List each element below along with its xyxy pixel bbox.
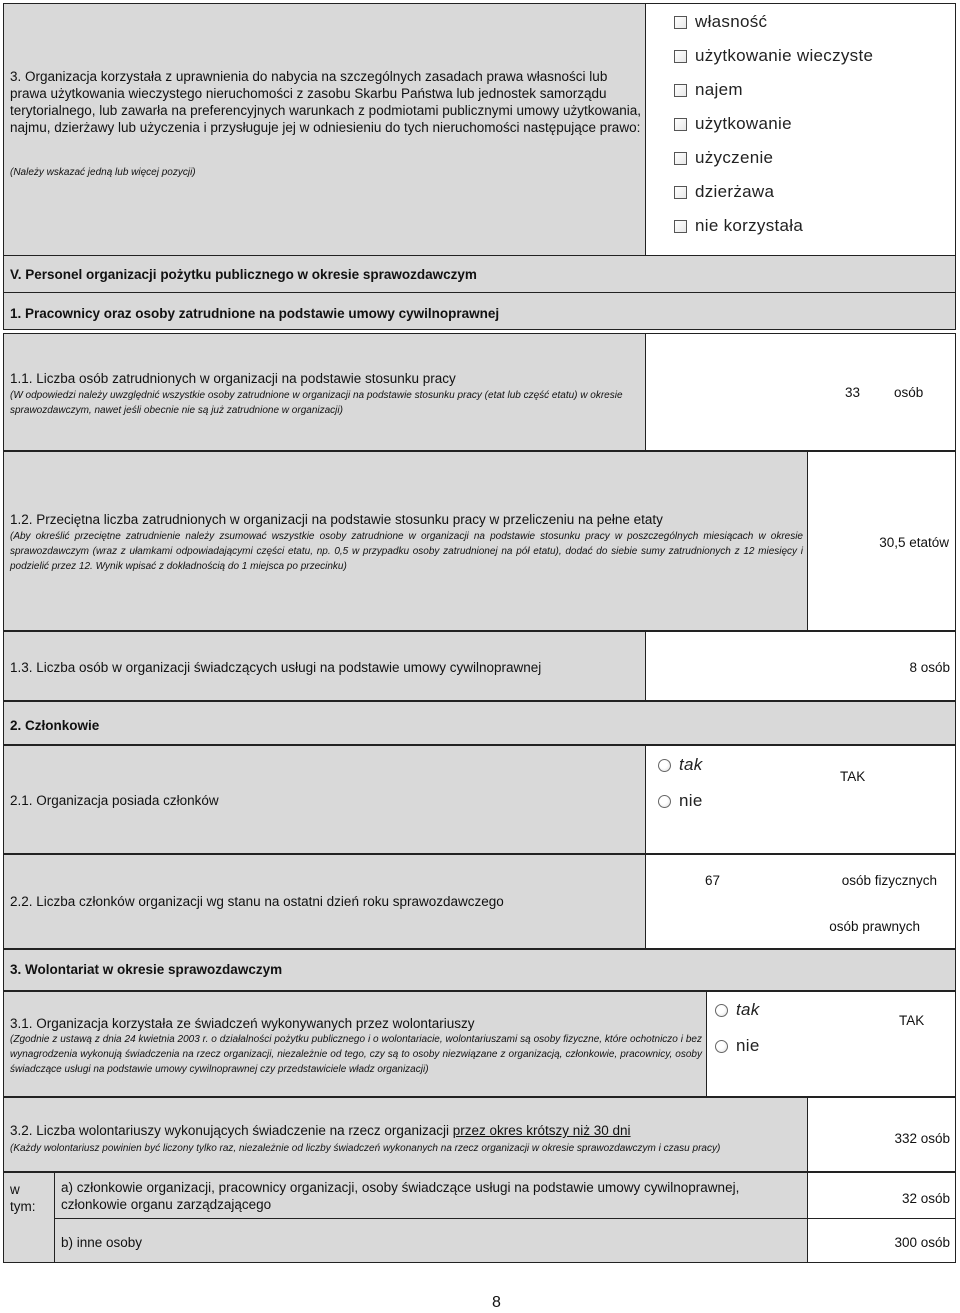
q31-box [3,991,707,1097]
q13-box [3,631,646,701]
q32-b-answer-box [807,1218,956,1263]
sec-v2-header [3,701,956,745]
q32-answer-box [807,1097,956,1172]
q32-a-value[interactable]: 32 osób [901,1191,950,1206]
q32-box [3,1097,808,1172]
q11-box [3,333,646,451]
sec-iv3-options-box [645,3,956,256]
option-najem[interactable]: najem [674,80,743,100]
q31-option-yes[interactable]: tak [715,1000,760,1020]
radio-icon[interactable] [658,795,671,808]
q12-note: (Aby określić przeciętne zatrudnienie należy zsumować wszystkie osoby zatrudnione w organizacji na podstawie stosunku pracy w poszczególnych miesiącach w okresie sprawozdawczym (wraz z ułamkami odpowiadającymi części etatu, np. 0,5 w przypadku osoby zatrudnionej na pół etatu), dodać do siebie sumy zatrudnionych z 12 miesięcy i podzielić przez 12. Wynik wpisać z dokładnością do 1 miejsca po przecinku) [10,531,803,572]
q32-label: 3.2. Liczba wolontariuszy wykonujących świadczenie na rzecz organizacji przez okres krótszy niż 30 dni [10,1123,631,1138]
q22-label: 2.2. Liczba członków organizacji wg stanu na ostatni dzień roku sprawozdawczego [10,894,504,909]
sec-v-header [3,255,956,293]
option-uzyczenie[interactable]: użyczenie [674,148,773,168]
q22-box [3,854,646,949]
option-dzierzawa[interactable]: dzierżawa [674,182,774,202]
radio-icon[interactable] [715,1040,728,1053]
checkbox-icon[interactable] [674,220,687,233]
q21-answer-box [645,745,956,854]
radio-icon[interactable] [715,1004,728,1017]
page-number: 8 [492,1294,501,1311]
sec-v1-title: 1. Pracownicy oraz osoby zatrudnione na podstawie umowy cywilnoprawnej [10,306,500,321]
radio-icon[interactable] [658,759,671,772]
q32-note: (Każdy wolontariusz powinien być liczony tylko raz, niezależnie od liczby świadczeń wykonanych na rzecz organizacji w okresie sprawozdawczym i czasu pracy) [10,1143,721,1154]
checkbox-icon[interactable] [674,118,687,131]
sec-v2-title: 2. Członkowie [10,718,100,733]
sec-iv3-question: 3. Organizacja korzystała z uprawnienia do nabycia na szczególnych zasadach prawa własności lub prawa użytkowania wieczystego nieruchomości z zasobu Skarbu Państwa lub jednostek samorządu terytorialnego, lub zawarła na preferencyjnych warunkach z podmiotami publicznymi umowy użytkowania, najmu, dzierżawy lub użyczenia i przysługuje jej w odniesieniu do tych nieruchomości następujące prawo: [10,69,642,135]
checkbox-icon[interactable] [674,50,687,63]
option-nie-korzystala[interactable]: nie korzystała [674,216,803,236]
checkbox-icon[interactable] [674,152,687,165]
option-wlasnosc[interactable]: własność [674,12,767,32]
checkbox-icon[interactable] [674,16,687,29]
q32-b-label: b) inne osoby [61,1235,143,1250]
q11-value[interactable]: 33 [845,385,861,400]
checkbox-icon[interactable] [674,186,687,199]
sec-v-title: V. Personel organizacji pożytku publicznego w okresie sprawozdawczym [10,267,477,282]
q12-answer-box [807,451,956,631]
q12-value[interactable]: 30,5 etatów [879,535,949,550]
q11-unit: osób [894,385,924,400]
q22-unit-legal: osób prawnych [829,919,920,934]
q11-note: (W odpowiedzi należy uwzględnić wszystkie osoby zatrudnione w organizacji na podstawie stosunku pracy (etat lub część etatu) w okresie sprawozdawczym, nawet jeśli obecnie nie są już zatrudnione w organizacji) [10,390,623,416]
q13-answer-box [645,631,956,701]
q11-label: 1.1. Liczba osób zatrudnionych w organizacji na podstawie stosunku pracy [10,371,456,386]
sec-iv3-note: (Należy wskazać jedną lub więcej pozycji) [10,167,196,178]
option-uzytkowanie-wieczyste[interactable]: użytkowanie wieczyste [674,46,873,66]
q32-value[interactable]: 332 osób [894,1131,950,1146]
q32-wtym-label: w tym: [10,1182,36,1214]
q32-wtym-box [3,1172,55,1263]
q31-answer-box [706,991,956,1097]
q32-b-box [54,1218,808,1263]
sec-iv3-question-box [3,3,646,256]
q21-option-no[interactable]: nie [658,791,703,811]
q13-value[interactable]: 8 osób [909,660,950,675]
q11-answer-box [645,333,956,451]
q13-label: 1.3. Liczba osób w organizacji świadczących usługi na podstawie umowy cywilnoprawnej [10,660,542,675]
sec-v3-title: 3. Wolontariat w okresie sprawozdawczym [10,962,283,977]
q21-label: 2.1. Organizacja posiada członków [10,793,219,808]
q31-note: (Zgodnie z ustawą z dnia 24 kwietnia 2003 r. o działalności pożytku publicznego i o wolontariacie, wolontariuszami są osoby fizyczne, które ochotniczo i bez wynagrodzenia wykonują świadczenia na rzecz organizacji, niezależnie od tego, czy są to osoby niezwiązane z organizacją, członkowie, pracownicy, osoby świadczące usługi na podstawie umowy cywilnoprawnej czy przedstawiciele władz organizacji) [10,1034,702,1075]
sec-v3-header [3,949,956,991]
q21-value[interactable]: TAK [840,769,866,784]
q22-unit-natural: osób fizycznych [841,873,937,888]
q22-value[interactable]: 67 [705,873,721,888]
q21-box [3,745,646,854]
q32-a-answer-box [807,1172,956,1219]
q21-option-yes[interactable]: tak [658,755,703,775]
checkbox-icon[interactable] [674,84,687,97]
q32-a-box [54,1172,808,1219]
q31-option-no[interactable]: nie [715,1036,760,1056]
q31-label: 3.1. Organizacja korzystała ze świadczeń wykonywanych przez wolontariuszy [10,1016,475,1031]
q12-label: 1.2. Przeciętna liczba zatrudnionych w organizacji na podstawie stosunku pracy w przeliczeniu na pełne etaty [10,512,663,527]
option-uzytkowanie[interactable]: użytkowanie [674,114,792,134]
q12-box [3,451,808,631]
q32-b-value[interactable]: 300 osób [894,1235,950,1250]
q32-a-label: a) członkowie organizacji, pracownicy organizacji, osoby świadczące usługi na podstawie umowy cywilnoprawnej, członkowie organu zarządzającego [61,1180,740,1212]
sec-v1-header [3,292,956,330]
q22-answer-box [645,854,956,949]
q31-value[interactable]: TAK [899,1013,925,1028]
